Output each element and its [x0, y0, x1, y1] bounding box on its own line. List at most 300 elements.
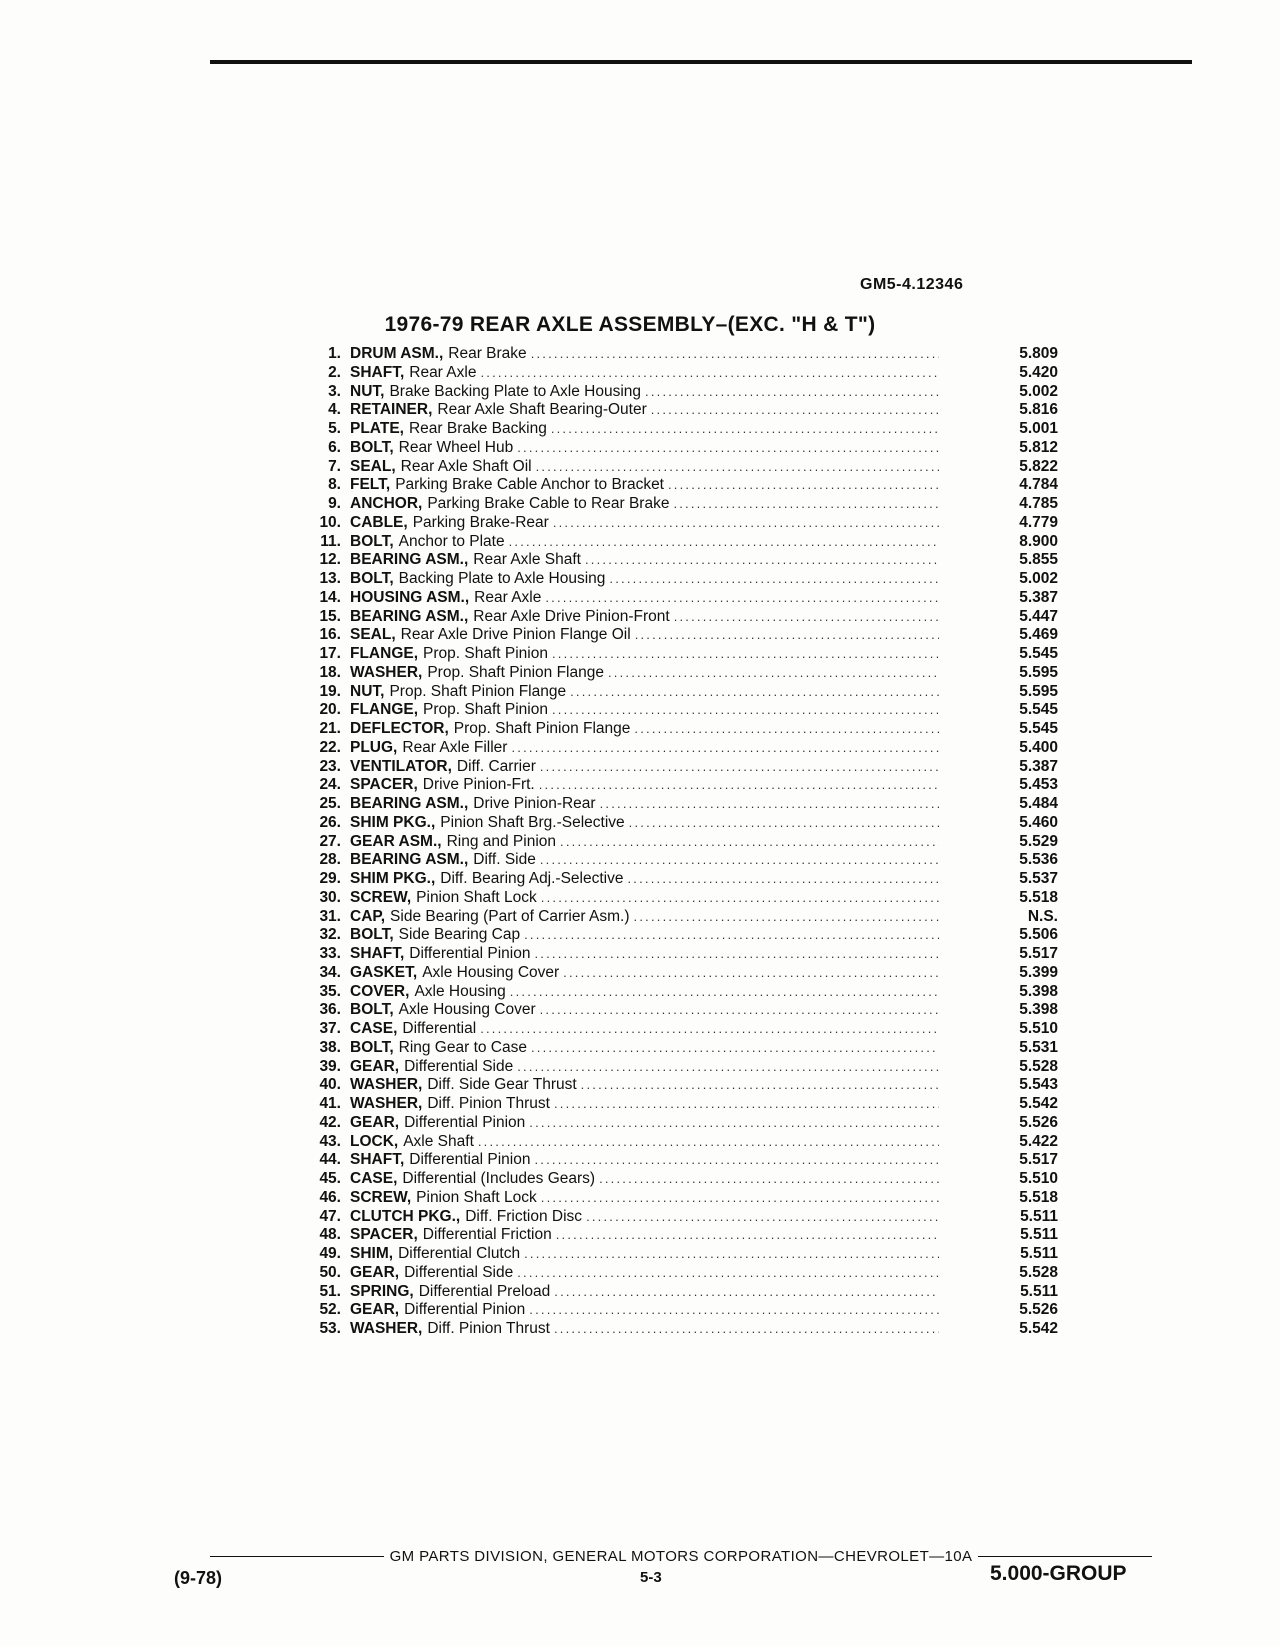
group-number: 5.000-GROUP — [990, 1562, 1127, 1585]
part-number: 38. — [319, 1038, 341, 1056]
dot-leader — [541, 1189, 939, 1208]
part-name: ANCHOR, — [350, 495, 423, 512]
dot-leader — [554, 1320, 939, 1339]
dot-leader — [600, 795, 939, 814]
part-group-code: 5.511 — [1020, 1207, 1058, 1225]
part-group-code: 5.469 — [1019, 626, 1058, 644]
part-description: Rear Axle Drive Pinion-Front — [473, 607, 670, 625]
dot-leader — [645, 383, 939, 402]
part-description: Differential Side — [404, 1263, 514, 1281]
part-name: PLATE, — [350, 420, 404, 437]
part-row — [310, 1283, 1070, 1302]
part-name: SEAL, — [350, 457, 396, 475]
part-name: SHIM PKG., — [350, 813, 436, 831]
part-group-code: 5.542 — [1019, 1095, 1058, 1112]
part-number: 22. — [319, 738, 341, 756]
part-name: SPACER, — [350, 776, 418, 794]
dot-leader — [529, 1114, 939, 1133]
part-number: 3. — [328, 382, 341, 400]
dot-leader — [552, 645, 939, 664]
page-number: 5-3 — [640, 1569, 662, 1586]
part-description: Parking Brake Cable to Rear Brake — [427, 495, 670, 512]
part-description: Differential (Includes Gears) — [402, 1170, 596, 1187]
part-name: SPACER, — [350, 1226, 418, 1244]
part-row — [310, 1189, 1070, 1208]
dot-leader — [673, 495, 939, 514]
dot-leader — [668, 476, 939, 495]
dot-leader — [552, 701, 939, 720]
dot-leader — [534, 1151, 939, 1170]
part-name: BOLT, — [350, 438, 394, 456]
dot-leader — [570, 683, 939, 702]
part-row — [310, 1301, 1070, 1320]
part-number: 46. — [319, 1188, 341, 1206]
dot-leader — [531, 345, 939, 364]
dot-leader — [510, 983, 939, 1002]
part-group-code: 5.518 — [1019, 1188, 1058, 1206]
part-number: 26. — [319, 813, 341, 831]
part-description: Prop. Shaft Pinion Flange — [389, 682, 567, 700]
part-group-code: 4.784 — [1019, 476, 1058, 494]
footer-rule-right — [978, 1556, 1152, 1558]
dot-leader — [517, 439, 939, 458]
part-description: Rear Axle Drive Pinion Flange Oil — [400, 626, 631, 644]
part-number: 27. — [319, 832, 341, 850]
part-number: 29. — [319, 870, 341, 887]
part-description: Prop. Shaft Pinion — [423, 701, 548, 719]
part-number: 14. — [319, 588, 341, 606]
part-description: Differential — [402, 1020, 477, 1037]
part-description: Axle Housing Cover — [422, 963, 560, 981]
part-number: 18. — [319, 663, 341, 681]
part-description: Rear Axle Shaft — [473, 551, 581, 569]
part-number: 5. — [328, 420, 341, 437]
part-group-code: 5.822 — [1019, 457, 1058, 475]
part-name: SHAFT, — [350, 1151, 405, 1169]
part-description: Brake Backing Plate to Axle Housing — [389, 382, 642, 400]
part-group-code: 8.900 — [1019, 532, 1058, 550]
part-number: 50. — [319, 1263, 341, 1281]
part-number: 23. — [319, 757, 341, 775]
part-group-code: 5.422 — [1019, 1132, 1058, 1150]
dot-leader — [534, 945, 939, 964]
dot-leader — [554, 1283, 939, 1302]
part-group-code: 5.543 — [1019, 1076, 1058, 1094]
part-description: Ring and Pinion — [446, 832, 557, 850]
part-description: Rear Axle — [474, 588, 542, 606]
part-group-code: 5.387 — [1019, 588, 1058, 606]
part-number: 52. — [319, 1301, 341, 1319]
part-row — [310, 1114, 1070, 1133]
part-name: FLANGE, — [350, 645, 419, 662]
part-row — [310, 908, 1070, 927]
part-name: CABLE, — [350, 513, 408, 531]
part-name: SHAFT, — [350, 945, 405, 962]
dot-leader — [634, 720, 939, 739]
part-group-code: N.S. — [1027, 907, 1058, 925]
part-name: GEAR, — [350, 1113, 400, 1131]
part-number: 41. — [319, 1095, 341, 1112]
part-group-code: 5.517 — [1019, 1151, 1058, 1169]
part-description: Rear Axle — [409, 363, 477, 381]
dot-leader — [651, 401, 939, 420]
part-name: SPRING, — [350, 1282, 414, 1300]
dot-leader — [556, 1226, 939, 1245]
dot-leader — [609, 570, 939, 589]
part-description: Diff. Side Gear Thrust — [427, 1076, 577, 1094]
part-number: 24. — [319, 776, 341, 794]
part-group-code: 5.002 — [1019, 570, 1058, 587]
part-name: CAP, — [350, 907, 386, 925]
part-group-code: 5.460 — [1019, 813, 1058, 831]
part-row — [310, 420, 1070, 439]
dot-leader — [524, 1245, 939, 1264]
part-number: 39. — [319, 1057, 341, 1075]
part-row — [310, 551, 1070, 570]
part-name: WASHER, — [350, 1320, 423, 1337]
footer-publisher: GM PARTS DIVISION, GENERAL MOTORS CORPORATION—CHEVROLET—10A — [389, 1548, 973, 1565]
part-row — [310, 814, 1070, 833]
dot-leader — [634, 908, 939, 927]
part-name: GEAR, — [350, 1263, 400, 1281]
dot-leader — [628, 870, 940, 889]
part-description: Prop. Shaft Pinion Flange — [453, 720, 631, 737]
part-description: Differential Pinion — [404, 1113, 526, 1131]
part-group-code: 5.002 — [1019, 382, 1058, 400]
part-description: Diff. Pinion Thrust — [427, 1095, 550, 1112]
part-group-code: 5.506 — [1019, 926, 1058, 944]
part-description: Diff. Carrier — [456, 757, 536, 775]
dot-leader — [586, 1208, 939, 1227]
parts-list — [310, 345, 1070, 1339]
part-description: Side Bearing Cap — [398, 926, 521, 944]
part-name: PLUG, — [350, 738, 398, 756]
part-name: WASHER, — [350, 1076, 423, 1094]
part-name: BEARING ASM., — [350, 795, 469, 812]
part-group-code: 5.528 — [1019, 1057, 1058, 1075]
part-number: 31. — [319, 907, 341, 925]
part-name: LOCK, — [350, 1132, 399, 1150]
part-group-code: 5.511 — [1020, 1226, 1058, 1244]
part-row — [310, 1095, 1070, 1114]
part-number: 21. — [319, 720, 341, 737]
part-description: Diff. Friction Disc — [465, 1207, 583, 1225]
part-description: Rear Wheel Hub — [398, 438, 514, 456]
part-name: FLANGE, — [350, 701, 419, 719]
part-group-code: 5.595 — [1019, 682, 1058, 700]
dot-leader — [608, 664, 939, 683]
part-row — [310, 1208, 1070, 1227]
part-name: BEARING ASM., — [350, 851, 469, 869]
part-row — [310, 795, 1070, 814]
part-name: BOLT, — [350, 570, 394, 587]
part-description: Differential Pinion — [404, 1301, 526, 1319]
part-description: Axle Housing — [414, 982, 506, 1000]
part-number: 7. — [328, 457, 341, 475]
part-group-code: 5.855 — [1019, 551, 1058, 569]
part-number: 51. — [319, 1282, 341, 1300]
part-name: SEAL, — [350, 626, 396, 644]
part-row — [310, 739, 1070, 758]
top-rule — [210, 60, 1192, 64]
part-group-code: 5.398 — [1019, 1001, 1058, 1019]
part-row — [310, 1320, 1070, 1339]
part-group-code: 5.545 — [1019, 701, 1058, 719]
part-group-code: 5.400 — [1019, 738, 1058, 756]
dot-leader — [478, 1133, 939, 1152]
part-group-code: 5.531 — [1019, 1038, 1058, 1056]
part-row — [310, 1226, 1070, 1245]
part-group-code: 5.511 — [1020, 1282, 1058, 1300]
part-name: DEFLECTOR, — [350, 720, 449, 737]
part-description: Drive Pinion-Frt. — [422, 776, 535, 794]
part-description: Anchor to Plate — [398, 532, 505, 550]
dot-leader — [554, 1095, 939, 1114]
part-number: 47. — [319, 1207, 341, 1225]
part-name: BOLT, — [350, 926, 394, 944]
dot-leader — [560, 833, 939, 852]
part-description: Rear Axle Shaft Oil — [400, 457, 532, 475]
part-number: 12. — [319, 551, 341, 569]
part-group-code: 5.517 — [1019, 945, 1058, 962]
dot-leader — [517, 1264, 939, 1283]
part-row — [310, 1039, 1070, 1058]
part-group-code: 5.387 — [1019, 757, 1058, 775]
part-group-code: 5.542 — [1019, 1320, 1058, 1337]
part-description: Differential Pinion — [409, 1151, 531, 1169]
part-row — [310, 983, 1070, 1002]
part-description: Diff. Pinion Thrust — [427, 1320, 550, 1337]
part-group-code: 4.785 — [1019, 495, 1058, 512]
dot-leader — [540, 1001, 939, 1020]
part-description: Prop. Shaft Pinion Flange — [427, 663, 604, 681]
part-number: 25. — [319, 795, 341, 812]
part-number: 11. — [320, 532, 341, 550]
footer-rule-left — [210, 1556, 384, 1558]
part-description: Prop. Shaft Pinion — [423, 645, 548, 662]
part-number: 32. — [319, 926, 341, 944]
part-name: SHIM PKG., — [350, 870, 436, 887]
part-row — [310, 776, 1070, 795]
part-name: BEARING ASM., — [350, 551, 469, 569]
part-name: BOLT, — [350, 1038, 394, 1056]
part-name: CASE, — [350, 1020, 398, 1037]
part-number: 53. — [319, 1320, 341, 1337]
part-number: 15. — [319, 607, 341, 625]
part-number: 28. — [319, 851, 341, 869]
part-row — [310, 589, 1070, 608]
part-description: Diff. Bearing Adj.-Selective — [440, 870, 624, 887]
part-number: 40. — [319, 1076, 341, 1094]
dot-leader — [524, 926, 939, 945]
dot-leader — [563, 964, 939, 983]
part-row — [310, 514, 1070, 533]
part-group-code: 5.595 — [1019, 663, 1058, 681]
dot-leader — [599, 1170, 939, 1189]
part-description: Differential Pinion — [409, 945, 531, 962]
part-row — [310, 439, 1070, 458]
part-row — [310, 533, 1070, 552]
part-row — [310, 1170, 1070, 1189]
part-number: 48. — [319, 1226, 341, 1244]
part-group-code: 5.537 — [1019, 870, 1058, 887]
part-name: BEARING ASM., — [350, 607, 469, 625]
part-row — [310, 1001, 1070, 1020]
dot-leader — [540, 851, 939, 870]
dot-leader — [539, 776, 939, 795]
part-group-code: 5.453 — [1019, 776, 1058, 794]
part-row — [310, 1151, 1070, 1170]
part-number: 30. — [319, 888, 341, 906]
part-number: 45. — [319, 1170, 341, 1187]
part-row — [310, 401, 1070, 420]
part-number: 44. — [319, 1151, 341, 1169]
part-name: GEAR, — [350, 1057, 400, 1075]
part-number: 2. — [328, 363, 341, 381]
part-row — [310, 889, 1070, 908]
part-name: DRUM ASM., — [350, 345, 444, 362]
part-description: Differential Preload — [418, 1282, 551, 1300]
part-row — [310, 608, 1070, 627]
part-name: NUT, — [350, 382, 385, 400]
part-row — [310, 476, 1070, 495]
part-row — [310, 870, 1070, 889]
part-row — [310, 570, 1070, 589]
part-number: 33. — [319, 945, 341, 962]
part-description: Drive Pinion-Rear — [473, 795, 596, 812]
part-row — [310, 626, 1070, 645]
part-description: Ring Gear to Case — [398, 1038, 527, 1056]
revision-date: (9-78) — [174, 1568, 223, 1588]
part-number: 9. — [328, 495, 341, 512]
part-row — [310, 758, 1070, 777]
dot-leader — [531, 1039, 939, 1058]
part-description: Rear Axle Shaft Bearing-Outer — [437, 401, 647, 419]
part-number: 49. — [319, 1245, 341, 1262]
dot-leader — [553, 514, 939, 533]
part-group-code: 5.518 — [1019, 888, 1058, 906]
part-name: GEAR, — [350, 1301, 400, 1319]
dot-leader — [517, 1058, 939, 1077]
part-number: 42. — [319, 1113, 341, 1131]
part-row — [310, 701, 1070, 720]
dot-leader — [480, 1020, 939, 1039]
part-group-code: 5.510 — [1019, 1020, 1058, 1037]
reference-code: GM5-4.12346 — [860, 276, 964, 293]
part-name: RETAINER, — [350, 401, 433, 419]
part-group-code: 5.536 — [1019, 851, 1058, 869]
part-row — [310, 1264, 1070, 1283]
part-description: Axle Housing Cover — [398, 1001, 536, 1019]
part-number: 13. — [319, 570, 341, 587]
dot-leader — [540, 758, 939, 777]
part-description: Rear Axle Filler — [402, 738, 508, 756]
part-description: Parking Brake-Rear — [412, 513, 549, 531]
part-row — [310, 1020, 1070, 1039]
part-group-code: 5.510 — [1019, 1170, 1058, 1187]
part-number: 10. — [319, 513, 341, 531]
part-group-code: 5.420 — [1019, 363, 1058, 381]
part-description: Parking Brake Cable Anchor to Bracket — [395, 476, 664, 494]
dot-leader — [629, 814, 939, 833]
part-name: SCREW, — [350, 888, 412, 906]
part-name: BOLT, — [350, 532, 394, 550]
part-name: CLUTCH PKG., — [350, 1207, 461, 1225]
part-group-code: 5.398 — [1019, 982, 1058, 1000]
part-row — [310, 683, 1070, 702]
part-number: 34. — [319, 963, 341, 981]
part-group-code: 5.484 — [1019, 795, 1058, 812]
part-number: 43. — [319, 1132, 341, 1150]
part-number: 8. — [328, 476, 341, 494]
part-group-code: 5.812 — [1019, 438, 1058, 456]
part-group-code: 5.529 — [1019, 832, 1058, 850]
part-group-code: 5.545 — [1019, 645, 1058, 662]
part-description: Differential Side — [404, 1057, 514, 1075]
part-name: GEAR ASM., — [350, 832, 442, 850]
dot-leader — [480, 364, 939, 383]
part-group-code: 5.447 — [1019, 607, 1058, 625]
part-description: Backing Plate to Axle Housing — [398, 570, 606, 587]
dot-leader — [509, 533, 939, 552]
part-name: GASKET, — [350, 963, 418, 981]
part-name: FELT, — [350, 476, 391, 494]
part-description: Differential Friction — [422, 1226, 552, 1244]
part-row — [310, 458, 1070, 477]
part-number: 20. — [319, 701, 341, 719]
part-row — [310, 664, 1070, 683]
part-number: 35. — [319, 982, 341, 1000]
part-group-code: 5.001 — [1019, 420, 1058, 437]
part-group-code: 4.779 — [1019, 513, 1058, 531]
part-row — [310, 383, 1070, 402]
dot-leader — [674, 608, 939, 627]
part-description: Pinion Shaft Lock — [416, 1188, 537, 1206]
page-title: 1976-79 REAR AXLE ASSEMBLY–(EXC. "H & T") — [384, 313, 876, 336]
part-group-code: 5.816 — [1019, 401, 1058, 419]
part-description: Axle Shaft — [403, 1132, 474, 1150]
dot-leader — [511, 739, 939, 758]
part-description: Diff. Side — [473, 851, 536, 869]
dot-leader — [551, 420, 939, 439]
part-name: WASHER, — [350, 663, 423, 681]
part-name: SCREW, — [350, 1188, 412, 1206]
part-name: COVER, — [350, 982, 410, 1000]
part-group-code: 5.528 — [1019, 1263, 1058, 1281]
dot-leader — [545, 589, 939, 608]
part-group-code: 5.511 — [1020, 1245, 1058, 1262]
part-group-code: 5.526 — [1019, 1113, 1058, 1131]
part-row — [310, 851, 1070, 870]
dot-leader — [536, 458, 939, 477]
part-row — [310, 833, 1070, 852]
part-number: 17. — [319, 645, 341, 662]
part-row — [310, 345, 1070, 364]
part-description: Pinion Shaft Brg.-Selective — [440, 813, 625, 831]
dot-leader — [581, 1076, 939, 1095]
part-name: BOLT, — [350, 1001, 394, 1019]
part-row — [310, 926, 1070, 945]
part-row — [310, 645, 1070, 664]
part-row — [310, 364, 1070, 383]
part-name: WASHER, — [350, 1095, 423, 1112]
part-row — [310, 964, 1070, 983]
dot-leader — [541, 889, 939, 908]
part-number: 1. — [328, 345, 341, 362]
part-name: NUT, — [350, 682, 385, 700]
dot-leader — [635, 626, 939, 645]
dot-leader — [529, 1301, 939, 1320]
